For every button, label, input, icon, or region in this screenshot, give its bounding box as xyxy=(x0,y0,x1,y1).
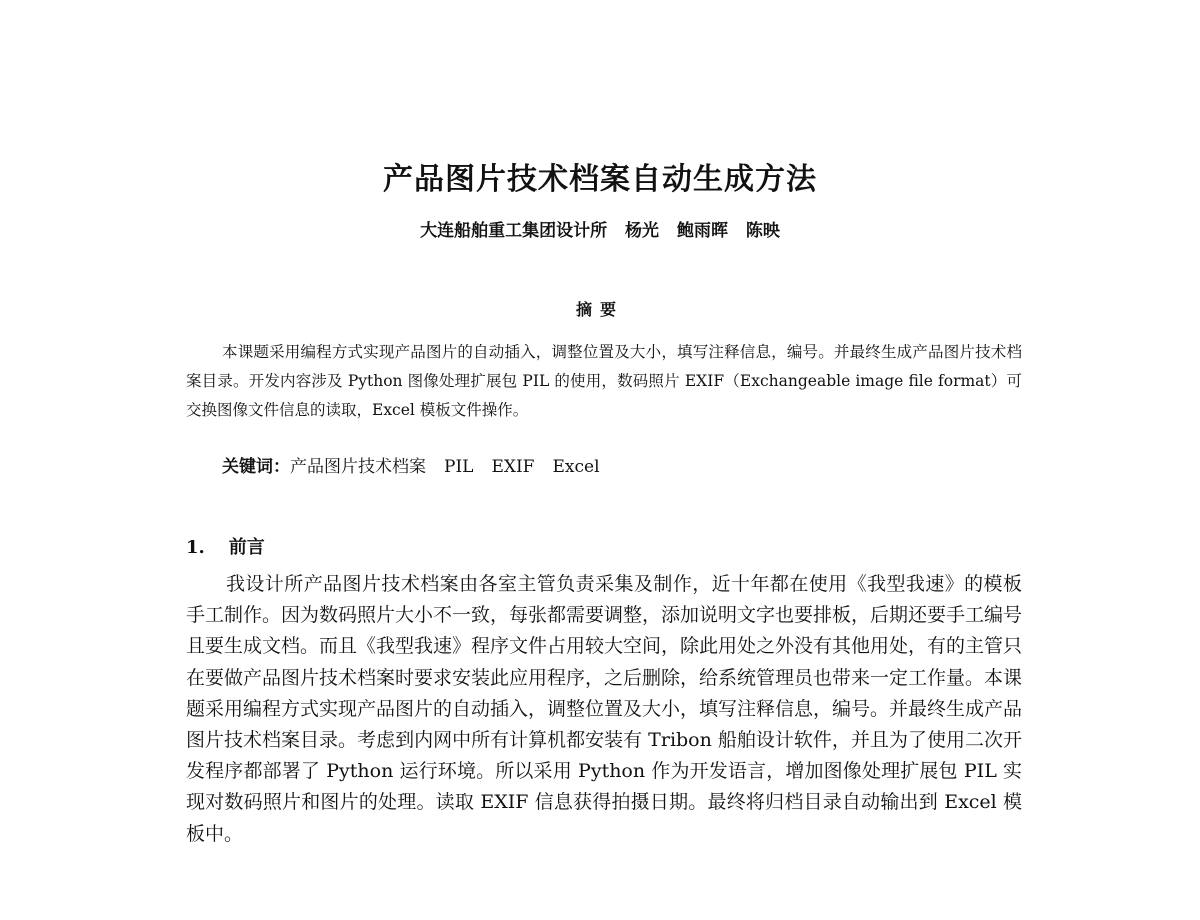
section-number: 1. xyxy=(186,537,205,558)
author-name: 陈映 xyxy=(745,221,780,241)
section-title: 前言 xyxy=(228,537,265,558)
keyword: PIL xyxy=(444,457,474,477)
section-heading xyxy=(186,534,265,562)
keyword: 产品图片技术档案 xyxy=(290,457,426,477)
paper-title: 产品图片技术档案自动生成方法 xyxy=(383,162,817,197)
keyword: Excel xyxy=(552,457,600,477)
affiliation: 大连船舶重工集团设计所 xyxy=(420,221,608,241)
section-body: 我设计所产品图片技术档案由各室主管负责采集及制作，近十年都在使用《我型我速》的模板手工制作。因为数码照片大小不一致，每张都需要调整，添加说明文字也要排板，后期还要手工编号且要生成文档。而且《我型我速》程序文件占用较大空间，除此用处之外没有其他用处，有的主管只在要做产品图片技术档案时要求安装此应用程序，之后删除，给系统管理员也带来一定工作量。本课题采用编程方式实现产品图片的自动插入，调整位置及大小，填写注释信息，编号。并最终生成产品图片技术档案目录。考虑到内网中所有计算机都安装有 Tribon 船舶设计软件，并且为了使用二次开发程序都部署了 Python 运行环境。所以采用 Python 作为开发语言，增加图像处理扩展包 PIL 实现对数码照片和图片的处理。读取 EXIF 信息获得拍摄日期。最终将归档目录自动输出到 Excel 模板中。 xyxy=(186,573,1023,845)
keywords-line xyxy=(222,454,1022,480)
author-name: 鲍雨晖 xyxy=(676,221,728,241)
author-name: 杨光 xyxy=(625,221,660,241)
keywords-label: 关键词： xyxy=(222,457,290,477)
abstract-heading: 摘要 xyxy=(575,300,624,319)
abstract-body: 本课题采用编程方式实现产品图片的自动插入，调整位置及大小，填写注释信息，编号。并最终生成产品图片技术档案目录。开发内容涉及 Python 图像处理扩展包 PIL 的使用，数码照片 EXIF（Exchangeable image file format）可交换图像文件信息的读取，Excel 模板文件操作。 xyxy=(186,343,1022,419)
author-line xyxy=(0,218,1200,244)
keyword: EXIF xyxy=(491,457,535,477)
